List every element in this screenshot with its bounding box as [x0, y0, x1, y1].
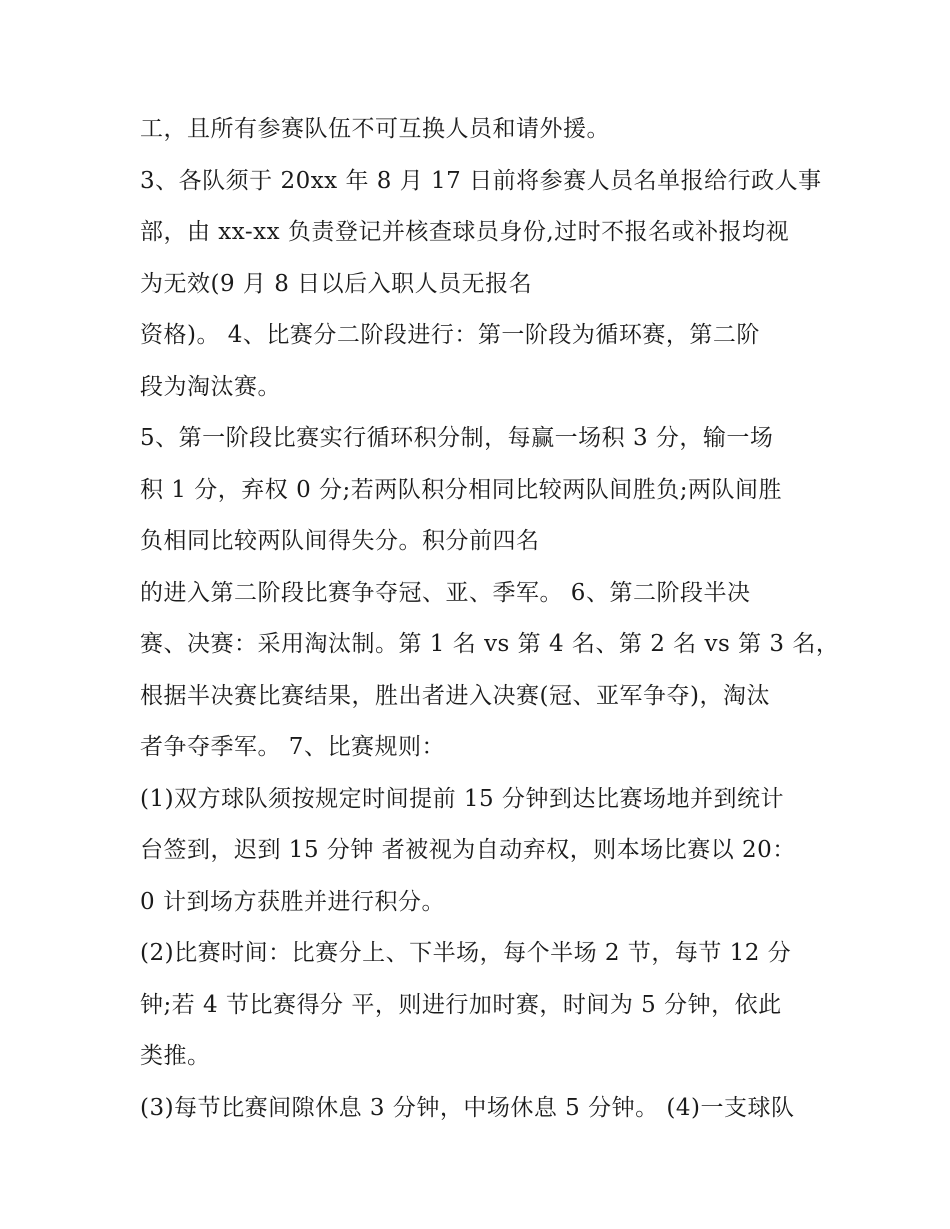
text-line: (2)比赛时间：比赛分上、下半场，每个半场 2 节，每节 12 分 — [140, 940, 792, 966]
text-line: 部，由 xx-xx 负责登记并核查球员身份,过时不报名或补报均视 — [140, 219, 790, 245]
text-line: (1)双方球队须按规定时间提前 15 分钟到达比赛场地并到统计 — [140, 785, 784, 812]
text-line: 根据半决赛比赛结果，胜出者进入决赛(冠、亚军争夺)，淘汰 — [140, 682, 770, 709]
text-line: 台签到，迟到 15 分钟 者被视为自动弃权，则本场比赛以 20： — [140, 837, 796, 863]
text-line: 类推。 — [140, 1043, 211, 1069]
text-line: 负相同比较两队间得失分。积分前四名 — [140, 528, 540, 554]
text-line: 积 1 分，弃权 0 分;若两队积分相同比较两队间胜负;两队间胜 — [140, 476, 783, 503]
text-line: 5、第一阶段比赛实行循环积分制，每赢一场积 3 分，输一场 — [140, 425, 774, 451]
text-line: 资格)。 4、比赛分二阶段进行：第一阶段为循环赛，第二阶 — [140, 322, 760, 348]
text-line: 赛、决赛：采用淘汰制。第 1 名 vs 第 4 名、第 2 名 vs 第 3 名， — [140, 631, 840, 657]
document-body — [140, 104, 840, 1134]
text-line: 的进入第二阶段比赛争夺冠、亚、季军。 6、第二阶段半决 — [140, 579, 751, 606]
text-line: (3)每节比赛间隙休息 3 分钟，中场休息 5 分钟。 (4)一支球队 — [140, 1094, 795, 1121]
text-line: 者争夺季军。 7、比赛规则： — [140, 734, 445, 760]
text-line: 钟;若 4 节比赛得分 平，则进行加时赛，时间为 5 分钟，依此 — [140, 991, 782, 1018]
text-line: 3、各队须于 20xx 年 8 月 17 日前将参赛人员名单报给行政人事 — [140, 167, 822, 194]
text-line: 工，且所有参赛队伍不可互换人员和请外援。 — [140, 116, 610, 142]
text-line: 为无效(9 月 8 日以后入职人员无报名 — [140, 270, 533, 297]
text-line: 0 计到场方获胜并进行积分。 — [140, 888, 445, 915]
text-line: 段为淘汰赛。 — [140, 373, 281, 400]
